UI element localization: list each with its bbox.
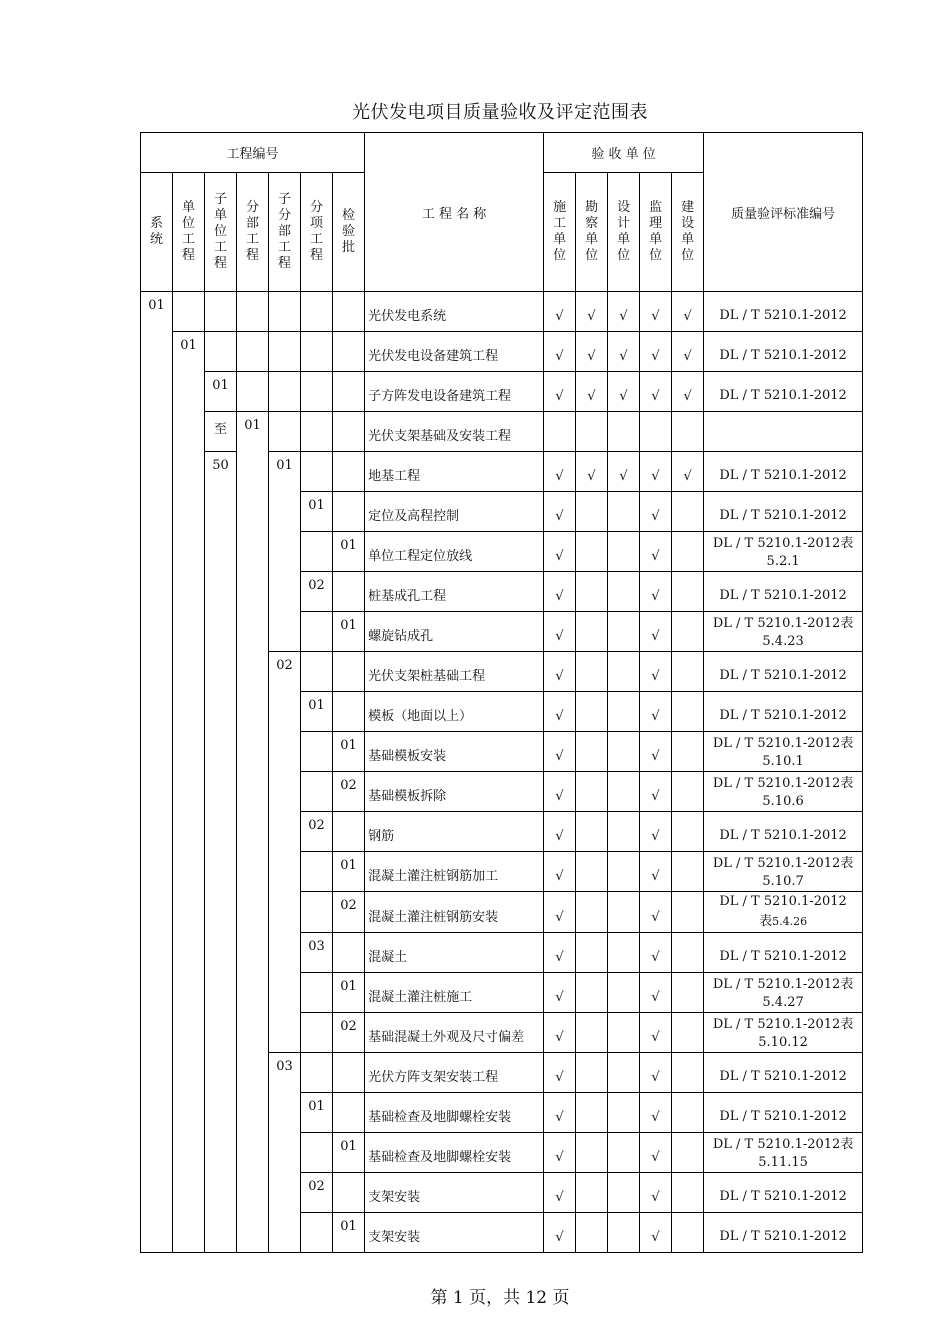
check-owner	[672, 933, 704, 973]
check-supervision: √	[640, 652, 672, 692]
standard-code: DL / T 5210.1-2012	[704, 1093, 863, 1133]
check-construction: √	[544, 973, 576, 1013]
check-construction: √	[544, 1133, 576, 1173]
standard-code: DL / T 5210.1-2012表 5.10.1	[704, 732, 863, 772]
check-owner	[672, 692, 704, 732]
project-name: 钢筋	[365, 812, 544, 852]
project-name: 地基工程	[365, 452, 544, 492]
code-group-header: 工程编号	[141, 133, 365, 173]
empty-code-cell	[269, 332, 301, 372]
level-subdivision-header: 子 分 部 工 程	[269, 173, 301, 292]
check-supervision: √	[640, 933, 672, 973]
check-survey: √	[576, 292, 608, 332]
project-name: 支架安装	[365, 1173, 544, 1213]
check-survey	[576, 612, 608, 652]
check-construction: √	[544, 372, 576, 412]
check-construction: √	[544, 812, 576, 852]
subdivision-code: 03	[269, 1053, 301, 1253]
check-owner	[672, 1173, 704, 1213]
check-design	[608, 1053, 640, 1093]
item-code	[301, 532, 333, 572]
standard-code: DL / T 5210.1-2012表 5.10.12	[704, 1013, 863, 1053]
check-survey	[576, 1213, 608, 1253]
empty-code-cell	[173, 292, 205, 332]
subunit-range-to: 至	[205, 412, 237, 452]
unit-construction-header: 施 工 单 位	[544, 173, 576, 292]
check-design	[608, 572, 640, 612]
project-name: 定位及高程控制	[365, 492, 544, 532]
batch-code	[333, 1053, 365, 1093]
batch-code	[333, 652, 365, 692]
unit-owner-header: 建 设 单 位	[672, 173, 704, 292]
check-construction: √	[544, 1053, 576, 1093]
project-name: 混凝土	[365, 933, 544, 973]
check-construction: √	[544, 452, 576, 492]
item-code: 01	[301, 692, 333, 732]
standard-code: DL / T 5210.1-2012	[704, 933, 863, 973]
project-name-header: 工 程 名 称	[365, 133, 544, 292]
project-name: 光伏发电设备建筑工程	[365, 332, 544, 372]
batch-code	[333, 692, 365, 732]
standard-code: DL / T 5210.1-2012	[704, 692, 863, 732]
project-name: 单位工程定位放线	[365, 532, 544, 572]
check-design	[608, 1013, 640, 1053]
subdivision-code: 01	[269, 452, 301, 652]
table-row	[141, 332, 863, 372]
unit-survey-header: 勘 察 单 位	[576, 173, 608, 292]
project-name: 混凝土灌注桩钢筋安装	[365, 892, 544, 933]
standard-code: DL / T 5210.1-2012	[704, 812, 863, 852]
batch-code: 01	[333, 612, 365, 652]
check-owner	[672, 812, 704, 852]
check-construction: √	[544, 332, 576, 372]
batch-code: 01	[333, 1213, 365, 1253]
check-owner	[672, 1013, 704, 1053]
empty-code-cell	[205, 292, 237, 332]
check-survey	[576, 1133, 608, 1173]
empty-code-cell	[269, 412, 301, 452]
standard-code: DL / T 5210.1-2012	[704, 452, 863, 492]
check-owner	[672, 772, 704, 812]
standard-code: DL / T 5210.1-2012表 5.4.23	[704, 612, 863, 652]
check-owner	[672, 572, 704, 612]
empty-code-cell	[269, 372, 301, 412]
empty-code-cell	[237, 332, 269, 372]
item-code: 02	[301, 1173, 333, 1213]
item-code	[301, 1213, 333, 1253]
check-survey	[576, 572, 608, 612]
level-division-header: 分 部 工 程	[237, 173, 269, 292]
acceptance-group-header: 验 收 单 位	[544, 133, 704, 173]
project-name: 螺旋钻成孔	[365, 612, 544, 652]
check-survey	[576, 892, 608, 933]
batch-code	[333, 572, 365, 612]
check-supervision: √	[640, 1053, 672, 1093]
project-name: 模板（地面以上）	[365, 692, 544, 732]
check-survey: √	[576, 452, 608, 492]
project-name: 基础检查及地脚螺栓安装	[365, 1093, 544, 1133]
item-code	[301, 1053, 333, 1093]
item-code	[301, 652, 333, 692]
check-design	[608, 1213, 640, 1253]
item-code: 03	[301, 933, 333, 973]
standard-code: DL / T 5210.1-2012	[704, 652, 863, 692]
check-owner	[672, 412, 704, 452]
check-supervision: √	[640, 852, 672, 892]
check-design	[608, 1093, 640, 1133]
check-owner	[672, 1133, 704, 1173]
standard-code: DL / T 5210.1-2012表 5.10.7	[704, 852, 863, 892]
check-owner: √	[672, 332, 704, 372]
standard-code: DL / T 5210.1-2012表 5.4.27	[704, 973, 863, 1013]
check-design	[608, 612, 640, 652]
check-survey	[576, 973, 608, 1013]
check-construction: √	[544, 692, 576, 732]
unit-code: 01	[173, 332, 205, 1253]
item-code: 02	[301, 572, 333, 612]
check-construction: √	[544, 772, 576, 812]
check-design	[608, 852, 640, 892]
project-name: 混凝土灌注桩施工	[365, 973, 544, 1013]
check-design	[608, 692, 640, 732]
project-name: 光伏支架基础及安装工程	[365, 412, 544, 452]
batch-code	[333, 492, 365, 532]
batch-code	[333, 292, 365, 332]
table-row	[141, 292, 863, 332]
batch-code: 01	[333, 532, 365, 572]
subdivision-code: 02	[269, 652, 301, 1053]
batch-code: 02	[333, 772, 365, 812]
item-code	[301, 452, 333, 492]
check-supervision: √	[640, 372, 672, 412]
standard-header: 质量验评标准编号	[704, 133, 863, 292]
check-survey	[576, 532, 608, 572]
check-design	[608, 492, 640, 532]
check-supervision: √	[640, 1013, 672, 1053]
check-supervision: √	[640, 532, 672, 572]
check-supervision: √	[640, 572, 672, 612]
page-title: 光伏发电项目质量验收及评定范围表	[352, 102, 648, 123]
project-name: 桩基成孔工程	[365, 572, 544, 612]
check-design	[608, 1173, 640, 1213]
empty-code-cell	[237, 372, 269, 412]
check-construction: √	[544, 532, 576, 572]
batch-code	[333, 1173, 365, 1213]
check-design: √	[608, 372, 640, 412]
check-survey	[576, 692, 608, 732]
check-survey: √	[576, 372, 608, 412]
check-owner	[672, 652, 704, 692]
check-survey	[576, 812, 608, 852]
project-name: 基础模板拆除	[365, 772, 544, 812]
check-survey	[576, 1173, 608, 1213]
project-name: 基础检查及地脚螺栓安装	[365, 1133, 544, 1173]
check-construction: √	[544, 1213, 576, 1253]
check-survey	[576, 1053, 608, 1093]
check-design	[608, 1133, 640, 1173]
check-owner	[672, 732, 704, 772]
table-row	[141, 412, 863, 452]
system-code: 01	[141, 292, 173, 1253]
check-supervision: √	[640, 1213, 672, 1253]
batch-code	[333, 812, 365, 852]
unit-supervision-header: 监 理 单 位	[640, 173, 672, 292]
check-supervision	[640, 412, 672, 452]
batch-code	[333, 332, 365, 372]
item-code: 01	[301, 492, 333, 532]
check-survey	[576, 933, 608, 973]
check-owner	[672, 1053, 704, 1093]
check-owner	[672, 973, 704, 1013]
check-design	[608, 532, 640, 572]
subunit-code: 01	[205, 372, 237, 412]
batch-code: 01	[333, 1133, 365, 1173]
empty-code-cell	[205, 332, 237, 372]
standard-code: DL / T 5210.1-2012	[704, 372, 863, 412]
item-code: 02	[301, 812, 333, 852]
check-supervision: √	[640, 772, 672, 812]
empty-code-cell	[237, 292, 269, 332]
check-owner	[672, 852, 704, 892]
item-code	[301, 372, 333, 412]
check-construction: √	[544, 732, 576, 772]
item-code	[301, 772, 333, 812]
check-design	[608, 412, 640, 452]
standard-code: DL / T 5210.1-2012表 5.2.1	[704, 532, 863, 572]
project-name: 子方阵发电设备建筑工程	[365, 372, 544, 412]
check-construction: √	[544, 1013, 576, 1053]
batch-code	[333, 412, 365, 452]
check-construction: √	[544, 572, 576, 612]
check-construction: √	[544, 652, 576, 692]
check-owner: √	[672, 372, 704, 412]
check-construction: √	[544, 852, 576, 892]
standard-code: DL / T 5210.1-2012表 5.10.6	[704, 772, 863, 812]
check-construction: √	[544, 292, 576, 332]
check-design	[608, 812, 640, 852]
check-owner	[672, 532, 704, 572]
check-supervision: √	[640, 492, 672, 532]
project-name: 基础混凝土外观及尺寸偏差	[365, 1013, 544, 1053]
item-code	[301, 1013, 333, 1053]
item-code	[301, 892, 333, 933]
level-item-header: 分 项 工 程	[301, 173, 333, 292]
check-design	[608, 772, 640, 812]
check-construction: √	[544, 892, 576, 933]
standard-code: DL / T 5210.1-2012	[704, 1213, 863, 1253]
standard-code	[704, 412, 863, 452]
batch-code	[333, 1093, 365, 1133]
batch-code: 02	[333, 892, 365, 933]
batch-code: 01	[333, 973, 365, 1013]
check-supervision: √	[640, 612, 672, 652]
subunit-range-end: 50	[205, 452, 237, 1253]
check-design	[608, 892, 640, 933]
check-construction: √	[544, 612, 576, 652]
check-supervision: √	[640, 892, 672, 933]
check-survey	[576, 492, 608, 532]
item-code	[301, 852, 333, 892]
batch-code	[333, 372, 365, 412]
standard-code: DL / T 5210.1-2012	[704, 292, 863, 332]
check-construction: √	[544, 492, 576, 532]
standard-code: DL / T 5210.1-2012表 5.11.15	[704, 1133, 863, 1173]
check-supervision: √	[640, 292, 672, 332]
check-supervision: √	[640, 1173, 672, 1213]
check-survey	[576, 852, 608, 892]
check-supervision: √	[640, 812, 672, 852]
level-batch-header: 检 验 批	[333, 173, 365, 292]
level-subunit-header: 子 单 位 工 程	[205, 173, 237, 292]
item-code	[301, 973, 333, 1013]
check-owner: √	[672, 292, 704, 332]
check-owner: √	[672, 452, 704, 492]
unit-design-header: 设 计 单 位	[608, 173, 640, 292]
item-code	[301, 292, 333, 332]
check-owner	[672, 612, 704, 652]
quality-acceptance-table	[140, 132, 863, 1253]
check-construction: √	[544, 1093, 576, 1133]
check-owner	[672, 1213, 704, 1253]
check-construction: √	[544, 933, 576, 973]
level-unit-header: 单 位 工 程	[173, 173, 205, 292]
project-name: 光伏支架桩基础工程	[365, 652, 544, 692]
check-supervision: √	[640, 1093, 672, 1133]
project-name: 光伏方阵支架安装工程	[365, 1053, 544, 1093]
standard-code: DL / T 5210.1-2012	[704, 1053, 863, 1093]
item-code	[301, 412, 333, 452]
check-survey	[576, 772, 608, 812]
page-footer: 第 1 页，共 12 页	[430, 1288, 570, 1308]
standard-code: DL / T 5210.1-2012	[704, 332, 863, 372]
check-owner	[672, 1093, 704, 1133]
batch-code: 01	[333, 732, 365, 772]
check-owner	[672, 892, 704, 933]
standard-code: DL / T 5210.1-2012	[704, 1173, 863, 1213]
check-design	[608, 732, 640, 772]
check-supervision: √	[640, 1133, 672, 1173]
standard-code: DL / T 5210.1-2012	[704, 492, 863, 532]
level-system-header: 系 统	[141, 173, 173, 292]
check-construction: √	[544, 1173, 576, 1213]
check-survey	[576, 1093, 608, 1133]
item-code: 01	[301, 1093, 333, 1133]
check-supervision: √	[640, 973, 672, 1013]
check-survey	[576, 1013, 608, 1053]
check-supervision: √	[640, 332, 672, 372]
check-design	[608, 973, 640, 1013]
division-code: 01	[237, 412, 269, 1253]
check-survey: √	[576, 332, 608, 372]
standard-code: DL / T 5210.1-2012	[704, 572, 863, 612]
check-survey	[576, 732, 608, 772]
check-survey	[576, 412, 608, 452]
item-code	[301, 612, 333, 652]
batch-code: 01	[333, 852, 365, 892]
check-supervision: √	[640, 452, 672, 492]
check-design	[608, 933, 640, 973]
check-owner	[672, 492, 704, 532]
check-design: √	[608, 452, 640, 492]
check-supervision: √	[640, 732, 672, 772]
project-name: 光伏发电系统	[365, 292, 544, 332]
empty-code-cell	[269, 292, 301, 332]
batch-code: 02	[333, 1013, 365, 1053]
project-name: 基础模板安装	[365, 732, 544, 772]
check-design	[608, 652, 640, 692]
check-design: √	[608, 292, 640, 332]
check-design: √	[608, 332, 640, 372]
project-name: 支架安装	[365, 1213, 544, 1253]
standard-code: DL / T 5210.1-2012 表5.4.26	[704, 892, 863, 933]
item-code	[301, 732, 333, 772]
check-supervision: √	[640, 692, 672, 732]
item-code	[301, 332, 333, 372]
check-survey	[576, 652, 608, 692]
project-name: 混凝土灌注桩钢筋加工	[365, 852, 544, 892]
batch-code	[333, 933, 365, 973]
batch-code	[333, 452, 365, 492]
item-code	[301, 1133, 333, 1173]
check-construction	[544, 412, 576, 452]
table-row	[141, 372, 863, 412]
